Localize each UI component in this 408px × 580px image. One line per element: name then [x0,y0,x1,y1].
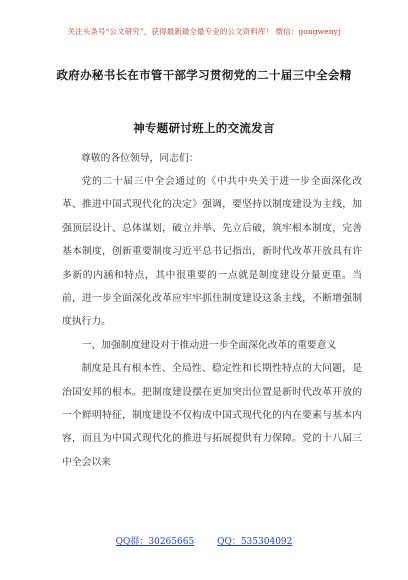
salutation: 尊敬的各位领导，同志们： [81,153,199,164]
footer [0,534,408,547]
paragraph-2: 制度是具有根本性、全局性、稳定性和长期性特点的大问题，是治国安邦的根本。把制度建设摆在更加突出位置是新时代改革开放的一个鲜明特征，制度建设不仅构成中国式现代化的内在要素与基本内容，而且为中国式现代化的推进与拓展提供有力保障。党的十八届三中全会以来 [62,363,362,468]
header-note: 关注头条号“公文研究”，获得最新最全最专业的公文资料库！ 微信：gongwenyj [67,27,341,36]
paragraph-1: 党的二十届三中全会通过的《中共中央关于进一步全面深化改革、推进中国式现代化的决定》强调，要坚持以制度建设为主线，加强顶层设计、总体谋划，破立并举、先立后破，筑牢根本制度，完善基本制度，创新重要制度习近平总书记指出，新时代改革开放具有许多新的内涵和特点，其中很重要的一点就是制度建设分量更重。当前，进一步全面深化改革应牢牢抓住制度建设这条主线，不断增强制度执行力。 [62,176,362,328]
footer-qq-number[interactable]: QQ：535304092 [217,537,293,547]
footer-qq-group[interactable]: QQ群：30265665 [115,537,195,547]
document-body [62,170,362,474]
section-heading: 一、加强制度建设对于推动进一步全面深化改革的重要意义 [81,339,337,351]
document-title-line-2: 神专题研讨班上的交流发言 [133,121,275,135]
document-title-line-1: 政府办秘书长在市管干部学习贯彻党的二十届三中全会精 [56,68,352,82]
